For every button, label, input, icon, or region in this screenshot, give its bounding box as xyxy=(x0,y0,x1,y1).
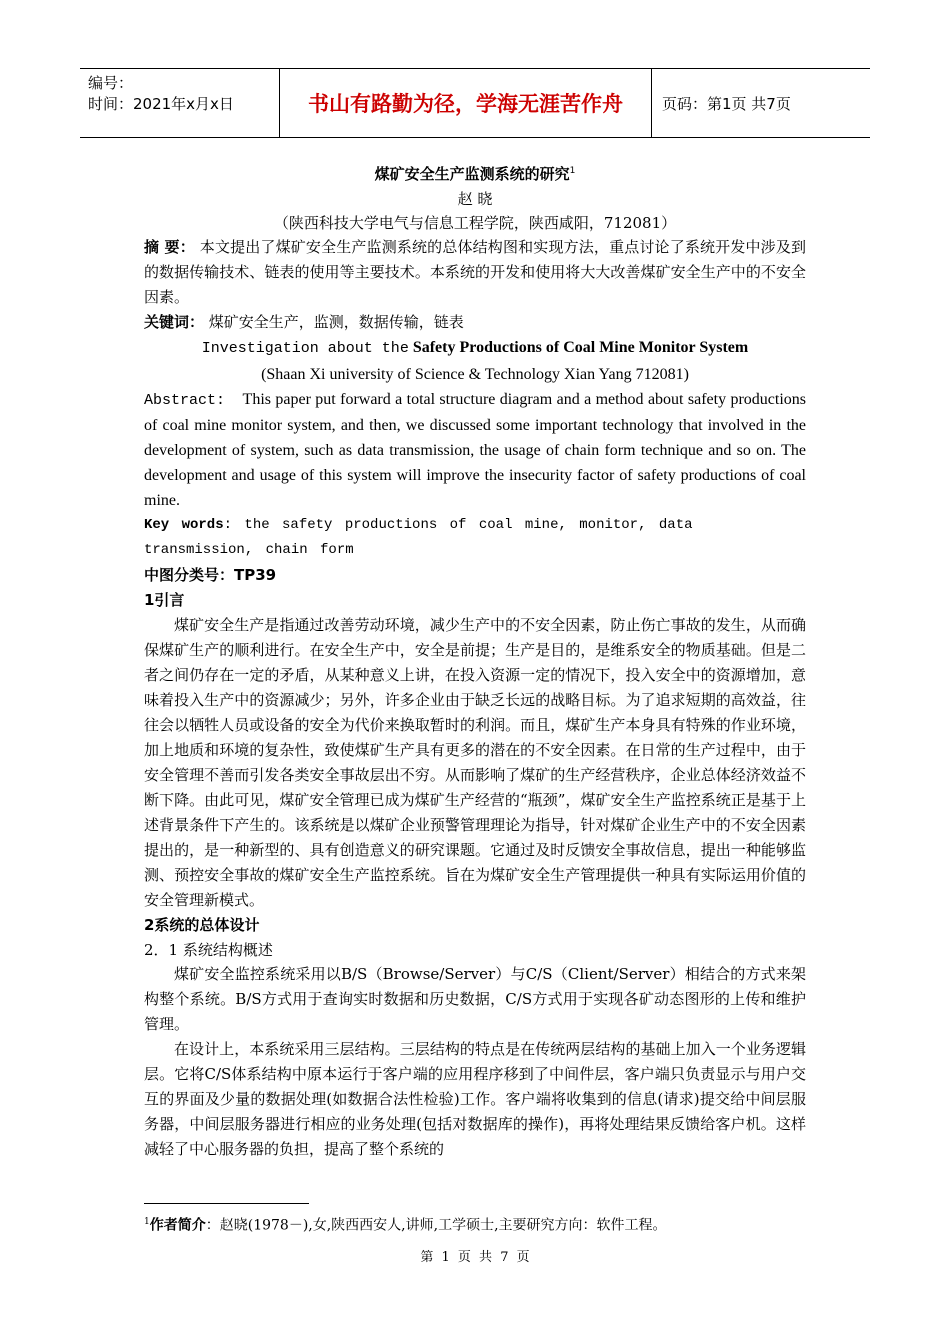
page-label: 页码：第1页 共7页 xyxy=(662,94,791,113)
abstract-cn xyxy=(144,235,806,310)
keywords-cn xyxy=(144,310,806,335)
keywords-en-label: Key words xyxy=(144,517,224,533)
author: 赵 晓 xyxy=(457,190,493,208)
section2-paragraph-1: 煤矿安全监控系统采用以B/S（Browse/Server）与C/S（Client/Server）相结合的方式来架构整个系统。B/S方式用于查询实时数据和历史数据，C/S方式用于实现各矿动态图形的上传和维护管理。 xyxy=(144,965,806,1033)
title-footnote-mark: 1 xyxy=(569,166,576,176)
document-body xyxy=(144,158,806,1162)
abstract-cn-label: 摘 要： xyxy=(144,238,195,256)
english-affiliation: (Shaan Xi university of Science & Technology Xian Yang 712081) xyxy=(261,366,689,383)
footnote-rule xyxy=(144,1203,309,1204)
abstract-en-label: Abstract: xyxy=(144,392,226,409)
abstract-en-text: This paper put forward a total structure diagram and a method about safety productions of coal mine monitor system, and then, we discussed some important technology that involved in the development of system, such as data transmission, the usage of chain form technique and so on. The development and usage of this system will improve the insecurity factor of safety productions of coal mine. xyxy=(144,391,806,509)
keywords-cn-label: 关键词： xyxy=(144,313,205,331)
header-table xyxy=(80,68,870,138)
section1-heading: 1引言 xyxy=(144,591,185,609)
classification: 中图分类号：TP39 xyxy=(144,566,277,584)
affiliation: （陕西科技大学电气与信息工程学院，陕西咸阳，712081） xyxy=(273,214,677,232)
number-label: 编号： xyxy=(88,74,134,92)
paper-title: 煤矿安全生产监测系统的研究$^1$ xyxy=(374,165,576,183)
abstract-cn-text: 本文提出了煤矿安全生产监测系统的总体结构图和实现方法，重点讨论了系统开发中涉及到的数据传输技术、链表的使用等主要技术。本系统的开发和使用将大大改善煤矿安全生产中的不安全因素。 xyxy=(144,238,806,306)
keywords-en xyxy=(144,513,806,563)
footnote-label: 作者简介 xyxy=(149,1217,206,1234)
time-label: 时间：2021年x月x日 xyxy=(88,95,234,113)
keywords-cn-text: 煤矿安全生产，监测，数据传输，链表 xyxy=(208,313,464,331)
footnote xyxy=(144,1212,824,1236)
motto: 书山有路勤为径，学海无涯苦作舟 xyxy=(280,69,652,137)
footnote-text: ：赵晓(1978－),女,陕西西安人,讲师,工学硕士,主要研究方向：软件工程。 xyxy=(205,1217,667,1234)
english-title: Investigation about the Safety Productions of Coal Mine Monitor System xyxy=(201,339,749,357)
footnote-mark: 1 xyxy=(144,1217,150,1227)
section2-paragraph-2: 在设计上，本系统采用三层结构。三层结构的特点是在传统两层结构的基础上加入一个业务逻辑层。它将C/S体系结构中原本运行于客户端的应用程序移到了中间件层，客户端只负责显示与用户交互的界面及少量的数据处理(如数据合法性检验)工作。客户端将收集到的信息(请求)提交给中间层服务器，中间层服务器进行相应的业务处理(包括对数据库的操作)，再将处理结果反馈给客户机。这样减轻了中心服务器的负担，提高了整个系统的 xyxy=(144,1040,806,1158)
section2-heading: 2系统的总体设计 xyxy=(144,916,260,934)
header-left-cell xyxy=(80,69,280,137)
keywords-en-text: : the safety productions of coal mine, monitor, data transmission, chain form xyxy=(144,517,693,558)
section2-subheading: 2．1 系统结构概述 xyxy=(144,941,273,959)
page-footer: 第 1 页 共 7 页 xyxy=(420,1250,530,1265)
abstract-en xyxy=(144,387,806,513)
section1-paragraph: 煤矿安全生产是指通过改善劳动环境，减少生产中的不安全因素，防止伤亡事故的发生，从而确保煤矿生产的顺利进行。在安全生产中，安全是前提；生产是目的，是维系安全的物质基础。但是二者之间仍存在一定的矛盾，从某种意义上讲，在投入资源一定的情况下，投入安全中的资源增加，意味着投入生产中的资源减少；另外，许多企业由于缺乏长远的战略目标。为了追求短期的高效益，往往会以牺牲人员或设备的安全为代价来换取暂时的利润。而且，煤矿生产本身具有特殊的作业环境，加上地质和环境的复杂性，致使煤矿生产具有更多的潜在的不安全因素。在日常的生产过程中，由于安全管理不善而引发各类安全事故层出不穷。从而影响了煤矿的生产经营秩序，企业总体经济效益不断下降。由此可见，煤矿安全管理已成为煤矿生产经营的“瓶颈”，煤矿安全生产监控系统正是基于上述背景条件下产生的。该系统是以煤矿企业预警管理理论为指导，针对煤矿企业生产中的不安全因素提出的，是一种新型的、具有创造意义的研究课题。它通过及时反馈安全事故信息，提出一种能够监测、预控安全事故的煤矿安全生产监控系统。旨在为煤矿安全生产管理提供一种具有实际运用价值的安全管理新模式。 xyxy=(144,616,806,909)
